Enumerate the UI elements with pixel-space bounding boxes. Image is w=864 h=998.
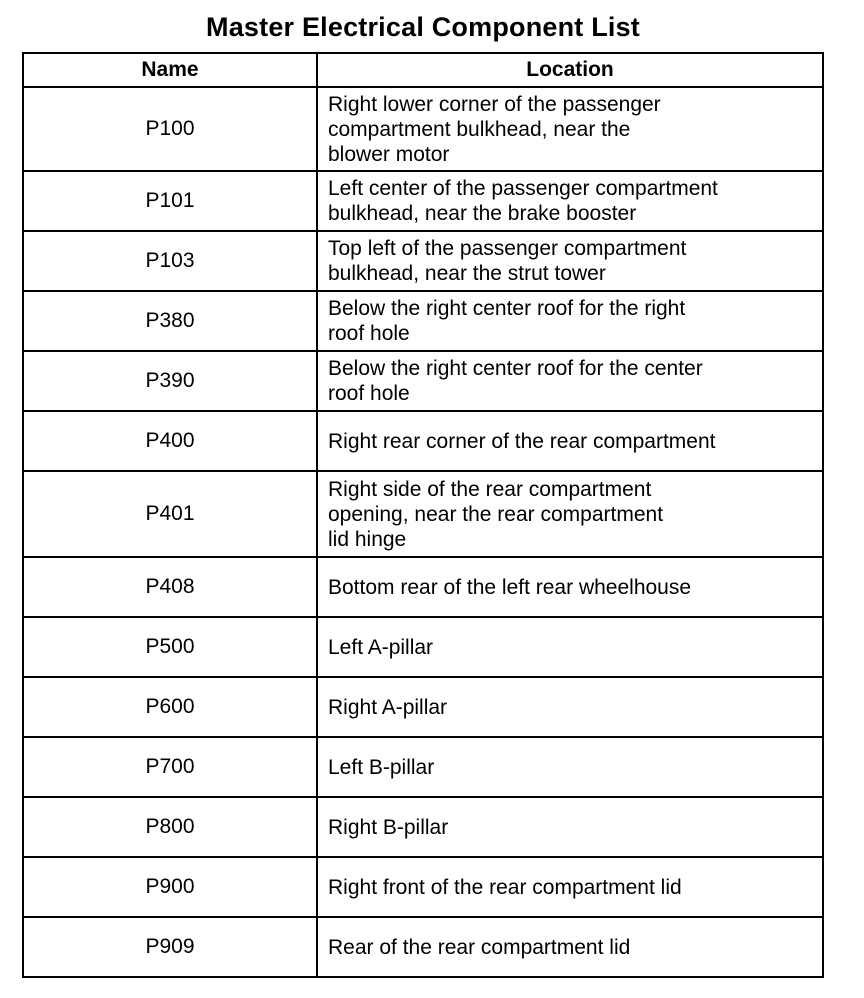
component-name: P103 xyxy=(23,231,317,291)
component-location: Right A-pillar xyxy=(317,677,823,737)
component-name: P408 xyxy=(23,557,317,617)
component-location: Right side of the rear compartment opening, near the rear compartment lid hinge xyxy=(317,471,823,557)
table-row xyxy=(23,231,823,291)
component-name: P390 xyxy=(23,351,317,411)
table-row xyxy=(23,677,823,737)
column-header-location: Location xyxy=(317,53,823,87)
table-row xyxy=(23,557,823,617)
component-name: P600 xyxy=(23,677,317,737)
component-name: P700 xyxy=(23,737,317,797)
component-name: P101 xyxy=(23,171,317,231)
page-title: Master Electrical Component List xyxy=(206,12,640,42)
component-location: Below the right center roof for the center roof hole xyxy=(317,351,823,411)
component-location: Bottom rear of the left rear wheelhouse xyxy=(317,557,823,617)
table-row xyxy=(23,857,823,917)
table-row xyxy=(23,617,823,677)
component-table xyxy=(22,52,824,978)
component-location: Left center of the passenger compartment bulkhead, near the brake booster xyxy=(317,171,823,231)
component-location: Rear of the rear compartment lid xyxy=(317,917,823,977)
component-location: Right front of the rear compartment lid xyxy=(317,857,823,917)
table-row xyxy=(23,737,823,797)
table-row xyxy=(23,471,823,557)
table-row xyxy=(23,87,823,171)
component-location: Right B-pillar xyxy=(317,797,823,857)
component-name: P401 xyxy=(23,471,317,557)
table-row xyxy=(23,291,823,351)
component-name: P500 xyxy=(23,617,317,677)
component-name: P400 xyxy=(23,411,317,471)
component-location: Right rear corner of the rear compartment xyxy=(317,411,823,471)
table-row xyxy=(23,351,823,411)
component-location: Right lower corner of the passenger compartment bulkhead, near the blower motor xyxy=(317,87,823,171)
table-row xyxy=(23,797,823,857)
component-location: Top left of the passenger compartment bulkhead, near the strut tower xyxy=(317,231,823,291)
component-location: Below the right center roof for the right roof hole xyxy=(317,291,823,351)
component-location: Left A-pillar xyxy=(317,617,823,677)
table-header-row xyxy=(23,53,823,87)
component-location: Left B-pillar xyxy=(317,737,823,797)
component-name: P800 xyxy=(23,797,317,857)
column-header-name: Name xyxy=(23,53,317,87)
component-name: P100 xyxy=(23,87,317,171)
table-row xyxy=(23,411,823,471)
component-name: P900 xyxy=(23,857,317,917)
table-row xyxy=(23,917,823,977)
component-name: P380 xyxy=(23,291,317,351)
table-row xyxy=(23,171,823,231)
component-name: P909 xyxy=(23,917,317,977)
